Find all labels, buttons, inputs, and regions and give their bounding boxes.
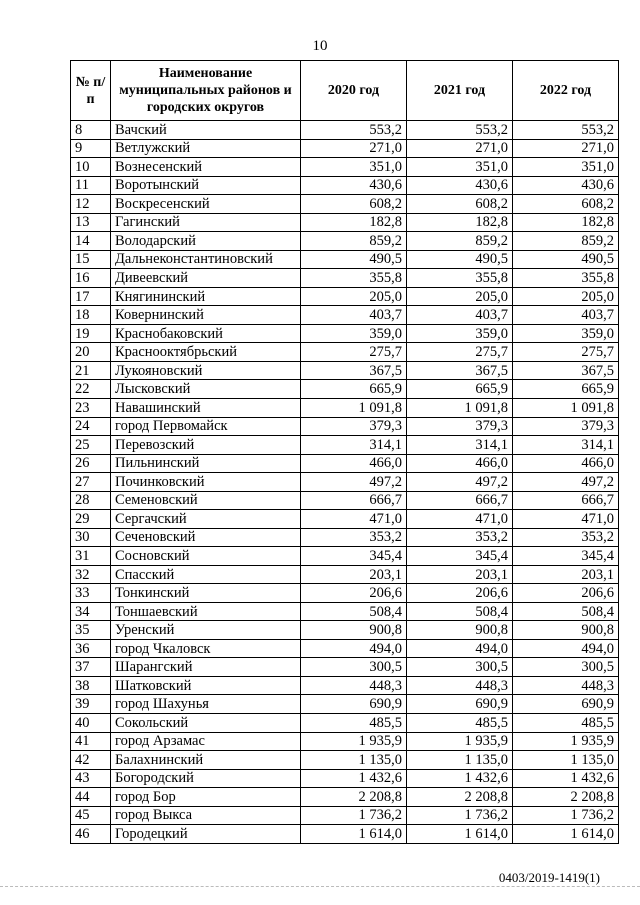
- row-value-2021: 351,0: [407, 158, 513, 177]
- row-number: 8: [71, 121, 111, 140]
- row-value-2021: 275,7: [407, 343, 513, 362]
- row-number: 19: [71, 324, 111, 343]
- page-number: 10: [312, 38, 328, 54]
- row-value-2020: 203,1: [301, 565, 407, 584]
- table-row: [71, 195, 619, 214]
- row-value-2020: 900,8: [301, 621, 407, 640]
- row-value-2020: 345,4: [301, 547, 407, 566]
- table-row: [71, 528, 619, 547]
- row-value-2021: 490,5: [407, 250, 513, 269]
- row-name: город Шахунья: [111, 695, 301, 714]
- row-value-2022: 1 736,2: [513, 806, 619, 825]
- row-name: город Арзамас: [111, 732, 301, 751]
- table-row: [71, 602, 619, 621]
- row-number: 23: [71, 398, 111, 417]
- row-value-2020: 1 614,0: [301, 825, 407, 844]
- row-value-2021: 353,2: [407, 528, 513, 547]
- row-value-2022: 490,5: [513, 250, 619, 269]
- table-row: [71, 565, 619, 584]
- table-row: [71, 398, 619, 417]
- row-value-2021: 1 935,9: [407, 732, 513, 751]
- row-number: 36: [71, 639, 111, 658]
- row-name: город Выкса: [111, 806, 301, 825]
- row-number: 43: [71, 769, 111, 788]
- row-number: 15: [71, 250, 111, 269]
- row-name: Дальнеконстантиновский: [111, 250, 301, 269]
- row-value-2021: 206,6: [407, 584, 513, 603]
- row-value-2022: 666,7: [513, 491, 619, 510]
- row-value-2022: 355,8: [513, 269, 619, 288]
- row-number: 46: [71, 825, 111, 844]
- row-value-2021: 466,0: [407, 454, 513, 473]
- row-value-2022: 553,2: [513, 121, 619, 140]
- row-number: 40: [71, 714, 111, 733]
- row-number: 45: [71, 806, 111, 825]
- row-number: 29: [71, 510, 111, 529]
- row-number: 17: [71, 287, 111, 306]
- table-row: [71, 584, 619, 603]
- row-name: город Бор: [111, 788, 301, 807]
- row-value-2022: 206,6: [513, 584, 619, 603]
- municipal-budget-table: [70, 60, 619, 844]
- row-value-2022: 608,2: [513, 195, 619, 214]
- row-number: 9: [71, 139, 111, 158]
- table-row: [71, 121, 619, 140]
- row-number: 38: [71, 676, 111, 695]
- row-value-2021: 1 135,0: [407, 751, 513, 770]
- row-value-2020: 1 935,9: [301, 732, 407, 751]
- row-value-2020: 367,5: [301, 361, 407, 380]
- row-name: Пильнинский: [111, 454, 301, 473]
- row-value-2021: 367,5: [407, 361, 513, 380]
- table-row: [71, 250, 619, 269]
- row-value-2020: 206,6: [301, 584, 407, 603]
- row-value-2022: 494,0: [513, 639, 619, 658]
- row-number: 33: [71, 584, 111, 603]
- row-number: 21: [71, 361, 111, 380]
- row-number: 37: [71, 658, 111, 677]
- row-value-2022: 665,9: [513, 380, 619, 399]
- row-value-2021: 403,7: [407, 306, 513, 325]
- row-name: Воскресенский: [111, 195, 301, 214]
- row-value-2021: 485,5: [407, 714, 513, 733]
- row-value-2022: 859,2: [513, 232, 619, 251]
- row-value-2020: 430,6: [301, 176, 407, 195]
- row-value-2022: 403,7: [513, 306, 619, 325]
- table-row: [71, 158, 619, 177]
- row-number: 39: [71, 695, 111, 714]
- row-number: 22: [71, 380, 111, 399]
- table-row: [71, 176, 619, 195]
- table-header-row: [71, 61, 619, 121]
- row-value-2020: 2 208,8: [301, 788, 407, 807]
- table-row: [71, 639, 619, 658]
- row-value-2022: 466,0: [513, 454, 619, 473]
- row-value-2020: 351,0: [301, 158, 407, 177]
- row-value-2020: 497,2: [301, 473, 407, 492]
- row-value-2021: 448,3: [407, 676, 513, 695]
- row-value-2020: 494,0: [301, 639, 407, 658]
- row-name: Краснобаковский: [111, 324, 301, 343]
- row-value-2022: 275,7: [513, 343, 619, 362]
- table-row: [71, 547, 619, 566]
- row-name: Вачский: [111, 121, 301, 140]
- row-name: Лукояновский: [111, 361, 301, 380]
- row-value-2022: 690,9: [513, 695, 619, 714]
- row-name: Семеновский: [111, 491, 301, 510]
- row-value-2022: 471,0: [513, 510, 619, 529]
- row-name: город Чкаловск: [111, 639, 301, 658]
- row-value-2022: 359,0: [513, 324, 619, 343]
- header-name: Наименование муниципальных районов и городских округов: [111, 61, 301, 121]
- row-value-2020: 182,8: [301, 213, 407, 232]
- row-value-2022: 1 091,8: [513, 398, 619, 417]
- row-value-2020: 271,0: [301, 139, 407, 158]
- row-value-2022: 345,4: [513, 547, 619, 566]
- table-row: [71, 825, 619, 844]
- row-value-2020: 608,2: [301, 195, 407, 214]
- row-name: Краснооктябрьский: [111, 343, 301, 362]
- row-value-2020: 485,5: [301, 714, 407, 733]
- row-number: 44: [71, 788, 111, 807]
- row-value-2021: 300,5: [407, 658, 513, 677]
- row-value-2020: 508,4: [301, 602, 407, 621]
- row-value-2021: 494,0: [407, 639, 513, 658]
- row-value-2020: 471,0: [301, 510, 407, 529]
- row-value-2020: 448,3: [301, 676, 407, 695]
- table-row: [71, 676, 619, 695]
- row-value-2021: 553,2: [407, 121, 513, 140]
- row-value-2021: 182,8: [407, 213, 513, 232]
- table-row: [71, 788, 619, 807]
- row-value-2022: 314,1: [513, 436, 619, 455]
- table-row: [71, 139, 619, 158]
- table-row: [71, 436, 619, 455]
- table-row: [71, 621, 619, 640]
- row-name: Шарангский: [111, 658, 301, 677]
- row-value-2021: 359,0: [407, 324, 513, 343]
- row-value-2021: 203,1: [407, 565, 513, 584]
- row-name: Сосновский: [111, 547, 301, 566]
- row-value-2020: 300,5: [301, 658, 407, 677]
- row-value-2020: 275,7: [301, 343, 407, 362]
- row-value-2020: 359,0: [301, 324, 407, 343]
- row-name: Воротынский: [111, 176, 301, 195]
- row-number: 32: [71, 565, 111, 584]
- row-name: Навашинский: [111, 398, 301, 417]
- row-value-2022: 1 614,0: [513, 825, 619, 844]
- row-name: Богородский: [111, 769, 301, 788]
- table-row: [71, 473, 619, 492]
- table-row: [71, 714, 619, 733]
- row-value-2020: 1 091,8: [301, 398, 407, 417]
- row-value-2022: 300,5: [513, 658, 619, 677]
- row-value-2022: 351,0: [513, 158, 619, 177]
- row-value-2020: 353,2: [301, 528, 407, 547]
- row-name: Лысковский: [111, 380, 301, 399]
- table-row: [71, 306, 619, 325]
- row-number: 20: [71, 343, 111, 362]
- row-number: 41: [71, 732, 111, 751]
- table-row: [71, 269, 619, 288]
- row-value-2022: 430,6: [513, 176, 619, 195]
- table-row: [71, 324, 619, 343]
- row-number: 28: [71, 491, 111, 510]
- row-name: Ветлужский: [111, 139, 301, 158]
- row-name: Шатковский: [111, 676, 301, 695]
- row-name: Сокольский: [111, 714, 301, 733]
- row-value-2022: 2 208,8: [513, 788, 619, 807]
- row-name: Спасский: [111, 565, 301, 584]
- row-value-2021: 497,2: [407, 473, 513, 492]
- table-row: [71, 361, 619, 380]
- row-name: город Первомайск: [111, 417, 301, 436]
- row-name: Тонкинский: [111, 584, 301, 603]
- row-value-2022: 497,2: [513, 473, 619, 492]
- row-number: 25: [71, 436, 111, 455]
- row-name: Володарский: [111, 232, 301, 251]
- row-value-2020: 314,1: [301, 436, 407, 455]
- table-row: [71, 732, 619, 751]
- table-row: [71, 510, 619, 529]
- row-number: 24: [71, 417, 111, 436]
- row-value-2021: 665,9: [407, 380, 513, 399]
- row-value-2020: 859,2: [301, 232, 407, 251]
- table-row: [71, 658, 619, 677]
- row-value-2021: 859,2: [407, 232, 513, 251]
- row-number: 27: [71, 473, 111, 492]
- header-2022: 2022 год: [513, 61, 619, 121]
- table-row: [71, 769, 619, 788]
- row-value-2020: 553,2: [301, 121, 407, 140]
- row-number: 12: [71, 195, 111, 214]
- row-number: 18: [71, 306, 111, 325]
- row-value-2021: 345,4: [407, 547, 513, 566]
- table-row: [71, 454, 619, 473]
- row-value-2022: 379,3: [513, 417, 619, 436]
- row-value-2021: 508,4: [407, 602, 513, 621]
- row-value-2022: 205,0: [513, 287, 619, 306]
- row-value-2022: 367,5: [513, 361, 619, 380]
- header-2021: 2021 год: [407, 61, 513, 121]
- row-name: Сеченовский: [111, 528, 301, 547]
- table-row: [71, 751, 619, 770]
- row-number: 14: [71, 232, 111, 251]
- table-row: [71, 380, 619, 399]
- row-number: 31: [71, 547, 111, 566]
- row-name: Вознесенский: [111, 158, 301, 177]
- row-value-2020: 666,7: [301, 491, 407, 510]
- row-value-2021: 1 736,2: [407, 806, 513, 825]
- row-value-2021: 379,3: [407, 417, 513, 436]
- row-value-2020: 490,5: [301, 250, 407, 269]
- row-name: Перевозский: [111, 436, 301, 455]
- row-value-2020: 665,9: [301, 380, 407, 399]
- row-value-2021: 1 432,6: [407, 769, 513, 788]
- row-name: Тоншаевский: [111, 602, 301, 621]
- row-name: Уренский: [111, 621, 301, 640]
- table-row: [71, 491, 619, 510]
- row-value-2022: 508,4: [513, 602, 619, 621]
- row-value-2020: 1 432,6: [301, 769, 407, 788]
- header-2020: 2020 год: [301, 61, 407, 121]
- row-number: 34: [71, 602, 111, 621]
- row-value-2021: 608,2: [407, 195, 513, 214]
- document-code: 0403/2019-1419(1): [498, 870, 600, 885]
- row-value-2021: 900,8: [407, 621, 513, 640]
- row-value-2020: 403,7: [301, 306, 407, 325]
- row-value-2021: 471,0: [407, 510, 513, 529]
- row-name: Княгининский: [111, 287, 301, 306]
- row-value-2022: 182,8: [513, 213, 619, 232]
- row-number: 11: [71, 176, 111, 195]
- row-value-2021: 1 091,8: [407, 398, 513, 417]
- row-value-2021: 355,8: [407, 269, 513, 288]
- row-value-2021: 271,0: [407, 139, 513, 158]
- header-num: № п/п: [71, 61, 111, 121]
- row-name: Сергачский: [111, 510, 301, 529]
- table-row: [71, 695, 619, 714]
- table-row: [71, 213, 619, 232]
- table-row: [71, 806, 619, 825]
- row-number: 30: [71, 528, 111, 547]
- row-value-2021: 690,9: [407, 695, 513, 714]
- row-value-2020: 466,0: [301, 454, 407, 473]
- row-value-2021: 1 614,0: [407, 825, 513, 844]
- row-value-2022: 203,1: [513, 565, 619, 584]
- row-value-2021: 2 208,8: [407, 788, 513, 807]
- row-name: Дивеевский: [111, 269, 301, 288]
- row-value-2021: 666,7: [407, 491, 513, 510]
- row-value-2020: 379,3: [301, 417, 407, 436]
- row-value-2022: 271,0: [513, 139, 619, 158]
- row-value-2022: 1 432,6: [513, 769, 619, 788]
- row-value-2020: 1 736,2: [301, 806, 407, 825]
- row-value-2020: 355,8: [301, 269, 407, 288]
- row-value-2022: 353,2: [513, 528, 619, 547]
- row-number: 10: [71, 158, 111, 177]
- row-number: 42: [71, 751, 111, 770]
- table-body: [71, 121, 619, 844]
- row-number: 35: [71, 621, 111, 640]
- row-number: 26: [71, 454, 111, 473]
- row-name: Починковский: [111, 473, 301, 492]
- row-value-2021: 205,0: [407, 287, 513, 306]
- row-name: Ковернинский: [111, 306, 301, 325]
- row-value-2022: 448,3: [513, 676, 619, 695]
- row-value-2021: 314,1: [407, 436, 513, 455]
- row-number: 13: [71, 213, 111, 232]
- scan-edge-divider: [0, 886, 640, 888]
- table-row: [71, 232, 619, 251]
- row-value-2020: 690,9: [301, 695, 407, 714]
- table-row: [71, 287, 619, 306]
- row-value-2022: 1 935,9: [513, 732, 619, 751]
- row-value-2020: 1 135,0: [301, 751, 407, 770]
- row-name: Балахнинский: [111, 751, 301, 770]
- row-number: 16: [71, 269, 111, 288]
- row-value-2021: 430,6: [407, 176, 513, 195]
- table-row: [71, 343, 619, 362]
- table-row: [71, 417, 619, 436]
- row-value-2022: 1 135,0: [513, 751, 619, 770]
- row-value-2020: 205,0: [301, 287, 407, 306]
- row-value-2022: 485,5: [513, 714, 619, 733]
- row-name: Гагинский: [111, 213, 301, 232]
- row-value-2022: 900,8: [513, 621, 619, 640]
- row-name: Городецкий: [111, 825, 301, 844]
